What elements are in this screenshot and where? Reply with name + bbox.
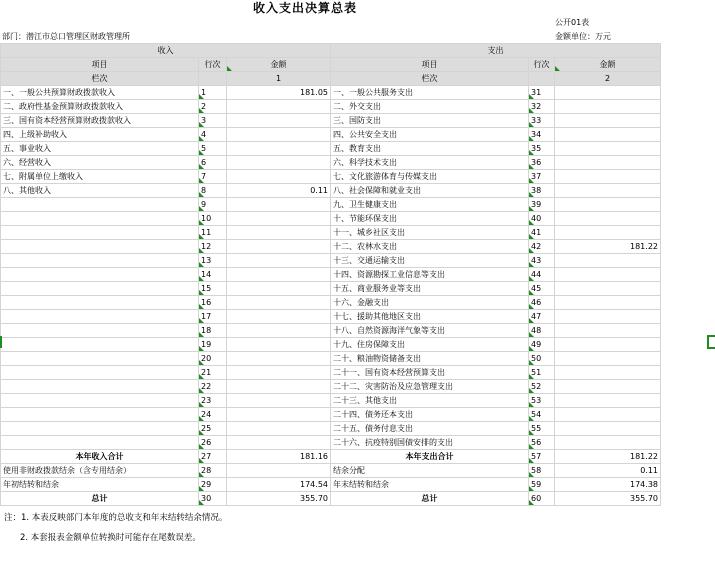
expense-summary-amount: 355.70 — [555, 492, 661, 506]
expense-row-no-cell: 59 — [529, 478, 555, 492]
expense-row-no-cell: 42 — [529, 240, 555, 254]
expense-row-no-cell: 37 — [529, 170, 555, 184]
income-item-cell: 八、其他收入 — [1, 184, 199, 198]
expense-item-cell: 五、教育支出 — [331, 142, 529, 156]
note-2: 2. 本套报表金额单位转换时可能存在尾数误差。 — [20, 533, 201, 543]
income-amount-cell — [227, 142, 331, 156]
table-row — [1, 156, 661, 170]
note-1: 注：1. 本表反映部门本年度的总收支和年末结转结余情况。 — [4, 513, 228, 523]
income-row-no-cell: 9 — [199, 198, 227, 212]
expense-header: 支出 — [331, 44, 661, 58]
expense-row-no-cell: 48 — [529, 324, 555, 338]
income-row-no-cell: 25 — [199, 422, 227, 436]
income-summary-label: 本年收入合计 — [1, 450, 199, 464]
expense-item-cell: 十四、资源勘探工业信息等支出 — [331, 268, 529, 282]
expense-amount-cell — [555, 296, 661, 310]
table-row — [1, 366, 661, 380]
table-row — [1, 352, 661, 366]
form-code: 公开01表 — [555, 18, 590, 27]
income-amount-cell — [227, 170, 331, 184]
income-row-no-cell: 4 — [199, 128, 227, 142]
income-amount-cell — [227, 282, 331, 296]
expense-item-cell: 六、科学技术支出 — [331, 156, 529, 170]
income-row-no-cell: 7 — [199, 170, 227, 184]
expense-amount-cell — [555, 366, 661, 380]
income-row-no-cell: 23 — [199, 394, 227, 408]
income-item-cell: 七、附属单位上缴收入 — [1, 170, 199, 184]
expense-amount-cell — [555, 422, 661, 436]
income-amount-cell — [227, 226, 331, 240]
income-amount-cell — [227, 268, 331, 282]
expense-row-no-cell: 39 — [529, 198, 555, 212]
income-row-no-cell: 16 — [199, 296, 227, 310]
expense-amount-cell — [555, 198, 661, 212]
income-column-blank — [199, 72, 227, 86]
expense-item-cell: 二十二、灾害防治及应急管理支出 — [331, 380, 529, 394]
income-amount-cell — [227, 324, 331, 338]
income-amount-cell — [227, 338, 331, 352]
expense-amount-cell — [555, 156, 661, 170]
income-item-cell — [1, 296, 199, 310]
expense-amount-cell — [555, 282, 661, 296]
income-row-no-cell: 30 — [199, 492, 227, 506]
expense-item-cell: 八、社会保障和就业支出 — [331, 184, 529, 198]
income-item-header: 项目 — [1, 58, 199, 72]
expense-amount-cell — [555, 338, 661, 352]
table-row — [1, 282, 661, 296]
income-amount-cell — [227, 352, 331, 366]
expense-row-no-cell: 47 — [529, 310, 555, 324]
expense-row-no-header: 行次 — [529, 58, 555, 72]
income-summary-label: 使用非财政拨款结余（含专用结余） — [1, 464, 199, 478]
income-summary-amount: 181.16 — [227, 450, 331, 464]
expense-amount-cell — [555, 86, 661, 100]
income-amount-cell — [227, 156, 331, 170]
expense-row-no-cell: 50 — [529, 352, 555, 366]
expense-row-no-cell: 56 — [529, 436, 555, 450]
income-item-cell: 五、事业收入 — [1, 142, 199, 156]
income-row-no-cell: 29 — [199, 478, 227, 492]
expense-item-cell: 十、节能环保支出 — [331, 212, 529, 226]
table-row — [1, 268, 661, 282]
table-row — [1, 394, 661, 408]
expense-amount-cell — [555, 436, 661, 450]
expense-row-no-cell: 53 — [529, 394, 555, 408]
income-item-cell — [1, 408, 199, 422]
selection-marker-right — [707, 335, 715, 349]
expense-row-no-cell: 54 — [529, 408, 555, 422]
expense-row-no-cell: 41 — [529, 226, 555, 240]
expense-amount-header: 金额 — [555, 58, 661, 72]
income-item-cell — [1, 282, 199, 296]
expense-item-cell: 十三、交通运输支出 — [331, 254, 529, 268]
income-item-cell — [1, 380, 199, 394]
income-amount-cell — [227, 198, 331, 212]
income-row-no-cell: 27 — [199, 450, 227, 464]
expense-row-no-cell: 38 — [529, 184, 555, 198]
income-item-cell — [1, 422, 199, 436]
expense-row-no-cell: 31 — [529, 86, 555, 100]
income-row-no-cell: 17 — [199, 310, 227, 324]
expense-item-cell: 二十、粮油物资储备支出 — [331, 352, 529, 366]
report-title: 收入支出决算总表 — [252, 1, 357, 15]
expense-summary-label: 本年支出合计 — [331, 450, 529, 464]
expense-amount-cell — [555, 394, 661, 408]
table-row — [1, 212, 661, 226]
income-row-no-cell: 26 — [199, 436, 227, 450]
expense-item-cell: 二十六、抗疫特别国债安排的支出 — [331, 436, 529, 450]
income-row-no-cell: 18 — [199, 324, 227, 338]
expense-item-cell: 二、外交支出 — [331, 100, 529, 114]
expense-summary-amount: 174.38 — [555, 478, 661, 492]
income-header: 收入 — [1, 44, 331, 58]
expense-column-number: 2 — [555, 72, 661, 86]
expense-item-cell: 十九、住房保障支出 — [331, 338, 529, 352]
table-row — [1, 422, 661, 436]
expense-item-cell: 十一、城乡社区支出 — [331, 226, 529, 240]
table-row — [1, 296, 661, 310]
expense-row-no-cell: 35 — [529, 142, 555, 156]
income-row-no-cell: 14 — [199, 268, 227, 282]
income-item-cell — [1, 436, 199, 450]
table-row — [1, 310, 661, 324]
income-row-no-cell: 2 — [199, 100, 227, 114]
summary-row — [1, 450, 661, 464]
income-row-no-cell: 10 — [199, 212, 227, 226]
expense-item-cell: 二十三、其他支出 — [331, 394, 529, 408]
expense-row-no-cell: 34 — [529, 128, 555, 142]
expense-item-cell: 十五、商业服务业等支出 — [331, 282, 529, 296]
table-row — [1, 436, 661, 450]
expense-amount-cell — [555, 128, 661, 142]
income-amount-cell — [227, 394, 331, 408]
income-row-no-cell: 19 — [199, 338, 227, 352]
expense-summary-label: 结余分配 — [331, 464, 529, 478]
income-item-cell — [1, 212, 199, 226]
income-item-cell — [1, 198, 199, 212]
income-summary-label: 总计 — [1, 492, 199, 506]
expense-amount-cell: 181.22 — [555, 240, 661, 254]
table-row — [1, 114, 661, 128]
expense-item-cell: 十八、自然资源海洋气象等支出 — [331, 324, 529, 338]
table-row — [1, 184, 661, 198]
income-row-no-cell: 13 — [199, 254, 227, 268]
income-row-no-cell: 8 — [199, 184, 227, 198]
table-row — [1, 198, 661, 212]
income-amount-cell — [227, 436, 331, 450]
table-row — [1, 226, 661, 240]
income-row-no-cell: 22 — [199, 380, 227, 394]
notes — [4, 508, 227, 548]
expense-row-no-cell: 32 — [529, 100, 555, 114]
income-item-cell: 二、政府性基金预算财政拨款收入 — [1, 100, 199, 114]
table-row — [1, 170, 661, 184]
income-row-no-cell: 6 — [199, 156, 227, 170]
income-row-no-header: 行次 — [199, 58, 227, 72]
table-row — [1, 240, 661, 254]
expense-row-no-cell: 57 — [529, 450, 555, 464]
income-row-no-cell: 11 — [199, 226, 227, 240]
expense-amount-cell — [555, 114, 661, 128]
income-summary-amount: 174.54 — [227, 478, 331, 492]
income-item-cell — [1, 226, 199, 240]
income-summary-amount: 355.70 — [227, 492, 331, 506]
income-item-cell: 六、经营收入 — [1, 156, 199, 170]
income-item-cell — [1, 324, 199, 338]
table-row — [1, 142, 661, 156]
expense-item-cell: 十七、援助其他地区支出 — [331, 310, 529, 324]
table-body — [1, 86, 661, 506]
balance-table — [0, 43, 661, 506]
expense-item-cell: 七、文化旅游体育与传媒支出 — [331, 170, 529, 184]
income-item-cell — [1, 338, 199, 352]
income-amount-cell — [227, 128, 331, 142]
table-row — [1, 128, 661, 142]
table-row — [1, 254, 661, 268]
expense-summary-label: 总计 — [331, 492, 529, 506]
expense-row-no-cell: 58 — [529, 464, 555, 478]
expense-row-no-cell: 46 — [529, 296, 555, 310]
expense-summary-amount: 181.22 — [555, 450, 661, 464]
income-row-no-cell: 24 — [199, 408, 227, 422]
income-item-cell — [1, 352, 199, 366]
income-item-cell: 三、国有资本经营预算财政拨款收入 — [1, 114, 199, 128]
income-amount-cell — [227, 254, 331, 268]
expense-summary-amount: 0.11 — [555, 464, 661, 478]
income-row-no-cell: 12 — [199, 240, 227, 254]
expense-amount-cell — [555, 142, 661, 156]
expense-item-cell: 十二、农林水支出 — [331, 240, 529, 254]
expense-amount-cell — [555, 100, 661, 114]
expense-amount-cell — [555, 380, 661, 394]
table-row — [1, 324, 661, 338]
income-amount-cell — [227, 100, 331, 114]
income-amount-cell — [227, 296, 331, 310]
income-column-number: 1 — [227, 72, 331, 86]
expense-amount-cell — [555, 170, 661, 184]
income-amount-cell — [227, 408, 331, 422]
expense-row-no-cell: 51 — [529, 366, 555, 380]
expense-row-no-cell: 36 — [529, 156, 555, 170]
expense-amount-cell — [555, 254, 661, 268]
expense-item-cell: 二十一、国有资本经营预算支出 — [331, 366, 529, 380]
table-row — [1, 100, 661, 114]
expense-summary-label: 年末结转和结余 — [331, 478, 529, 492]
table-row — [1, 408, 661, 422]
income-amount-cell — [227, 212, 331, 226]
summary-row — [1, 492, 661, 506]
income-amount-cell — [227, 380, 331, 394]
expense-row-no-cell: 44 — [529, 268, 555, 282]
expense-item-header: 项目 — [331, 58, 529, 72]
income-amount-cell: 181.05 — [227, 86, 331, 100]
income-amount-header: 金额 — [227, 58, 331, 72]
expense-amount-cell — [555, 352, 661, 366]
income-item-cell — [1, 394, 199, 408]
selection-marker-left — [0, 336, 2, 348]
expense-row-no-cell: 49 — [529, 338, 555, 352]
department-label: 部门：潜江市总口管理区财政管理所 — [2, 32, 130, 41]
income-item-cell — [1, 254, 199, 268]
income-amount-cell — [227, 422, 331, 436]
income-column-label: 栏次 — [1, 72, 199, 86]
expense-item-cell: 十六、金融支出 — [331, 296, 529, 310]
summary-row — [1, 464, 661, 478]
expense-amount-cell — [555, 324, 661, 338]
income-item-cell — [1, 268, 199, 282]
expense-row-no-cell: 33 — [529, 114, 555, 128]
summary-row — [1, 478, 661, 492]
expense-item-cell: 二十五、债务付息支出 — [331, 422, 529, 436]
expense-item-cell: 二十四、债务还本支出 — [331, 408, 529, 422]
expense-amount-cell — [555, 408, 661, 422]
expense-item-cell: 九、卫生健康支出 — [331, 198, 529, 212]
unit-label: 金额单位：万元 — [555, 32, 611, 41]
expense-amount-cell — [555, 212, 661, 226]
expense-amount-cell — [555, 184, 661, 198]
expense-row-no-cell: 43 — [529, 254, 555, 268]
expense-amount-cell — [555, 310, 661, 324]
expense-amount-cell — [555, 226, 661, 240]
income-item-cell — [1, 366, 199, 380]
expense-column-blank — [529, 72, 555, 86]
expense-column-label: 栏次 — [331, 72, 529, 86]
expense-amount-cell — [555, 268, 661, 282]
expense-row-no-cell: 55 — [529, 422, 555, 436]
income-row-no-cell: 20 — [199, 352, 227, 366]
expense-row-no-cell: 45 — [529, 282, 555, 296]
expense-row-no-cell: 60 — [529, 492, 555, 506]
income-summary-label: 年初结转和结余 — [1, 478, 199, 492]
income-row-no-cell: 15 — [199, 282, 227, 296]
table-row — [1, 380, 661, 394]
income-amount-cell — [227, 114, 331, 128]
income-item-cell: 四、上级补助收入 — [1, 128, 199, 142]
income-summary-amount — [227, 464, 331, 478]
table-row — [1, 338, 661, 352]
income-amount-cell — [227, 240, 331, 254]
expense-row-no-cell: 52 — [529, 380, 555, 394]
income-row-no-cell: 1 — [199, 86, 227, 100]
expense-item-cell: 三、国防支出 — [331, 114, 529, 128]
income-row-no-cell: 28 — [199, 464, 227, 478]
expense-item-cell: 一、一般公共服务支出 — [331, 86, 529, 100]
income-item-cell — [1, 240, 199, 254]
table-row — [1, 86, 661, 100]
income-row-no-cell: 5 — [199, 142, 227, 156]
income-item-cell — [1, 310, 199, 324]
income-amount-cell: 0.11 — [227, 184, 331, 198]
expense-row-no-cell: 40 — [529, 212, 555, 226]
income-row-no-cell: 21 — [199, 366, 227, 380]
income-amount-cell — [227, 310, 331, 324]
expense-item-cell: 四、公共安全支出 — [331, 128, 529, 142]
income-row-no-cell: 3 — [199, 114, 227, 128]
income-item-cell: 一、一般公共预算财政拨款收入 — [1, 86, 199, 100]
income-amount-cell — [227, 366, 331, 380]
